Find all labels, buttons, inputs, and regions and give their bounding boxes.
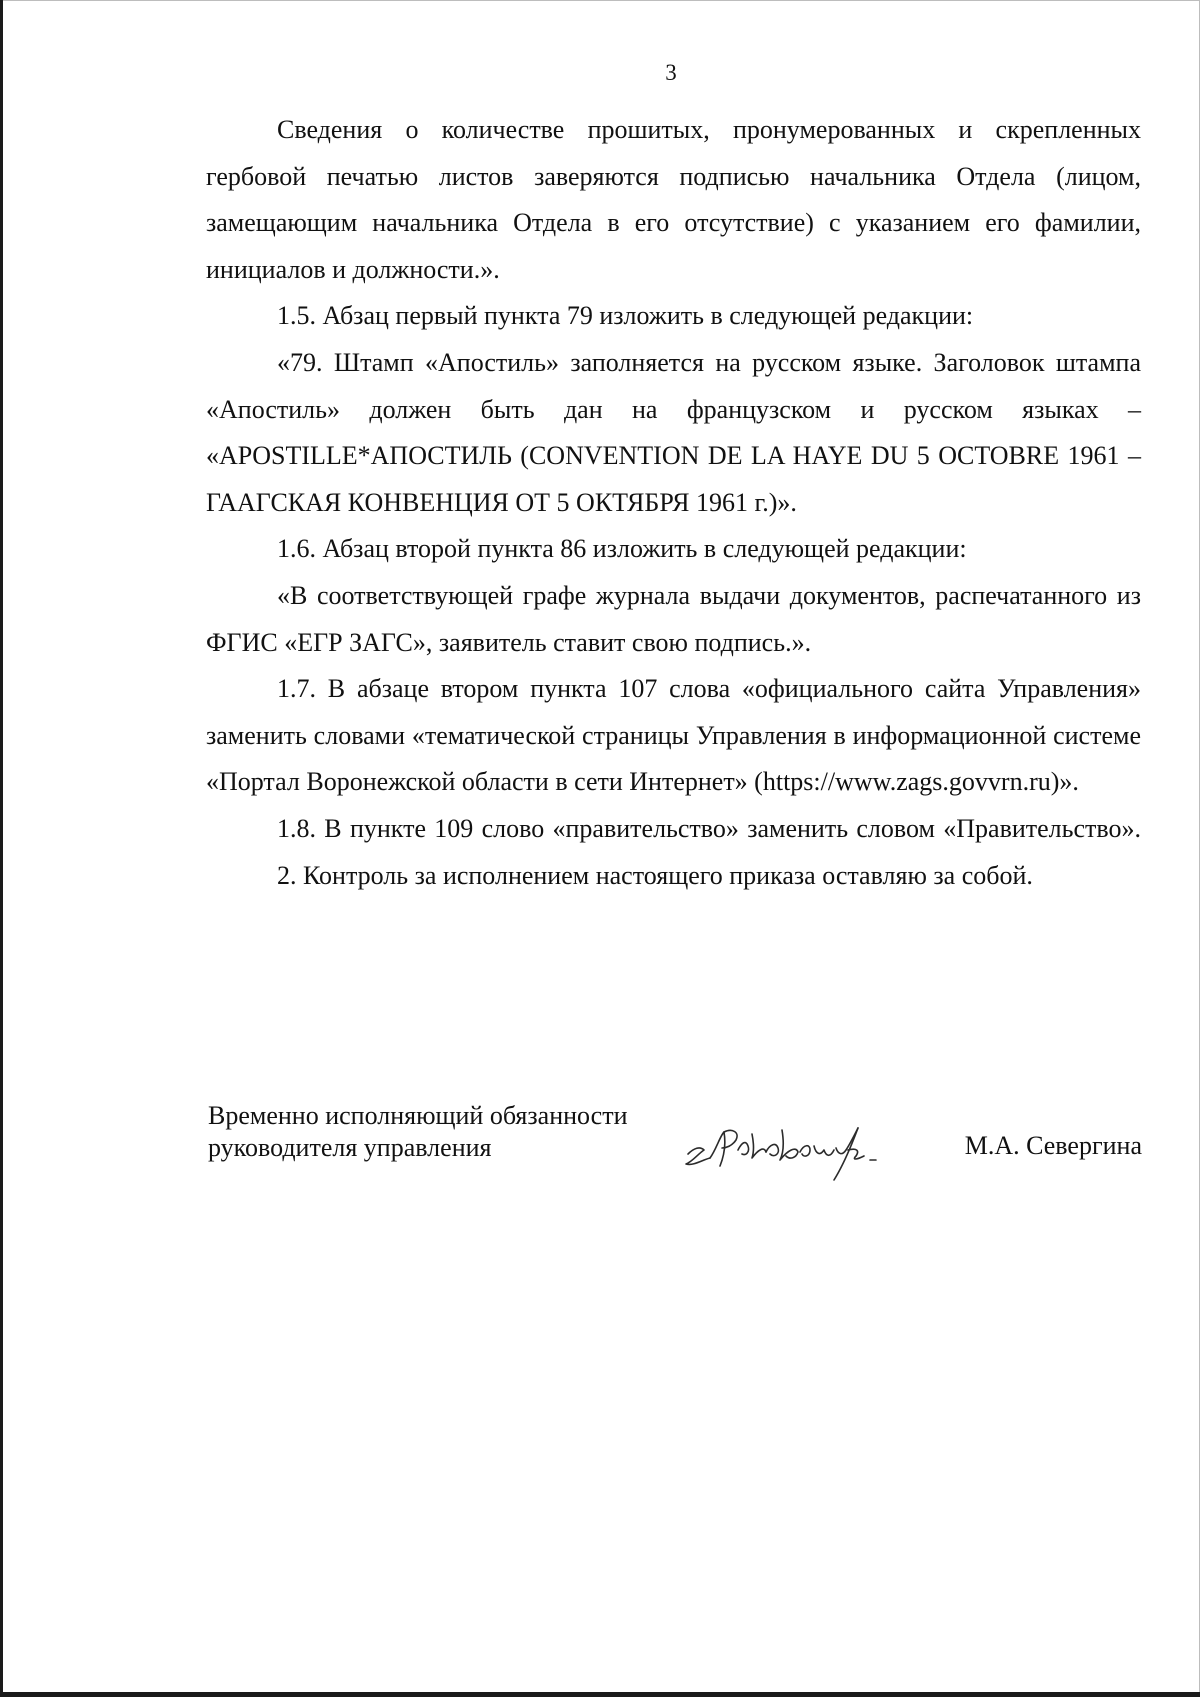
paragraph-item-1-7: 1.7. В абзаце втором пункта 107 слова «официального сайта Управления» заменить словами «тематической страницы Управления в информационной системе «Портал Воронежской области в сети Интернет» (https://www.zags.govvrn.ru)».	[206, 674, 1141, 797]
document-body	[206, 107, 1141, 899]
scan-border-bottom	[0, 1692, 1200, 1697]
paragraph-binding-certification: Сведения о количестве прошитых, пронумерованных и скрепленных гербовой печатью листов заверяются подписью начальника Отдела (лицом, замещающим начальника Отдела в его отсутствие) с указанием его фамилии, инициалов и должности.».	[206, 115, 1141, 284]
paragraph-item-1-5: 1.5. Абзац первый пункта 79 изложить в следующей редакции:	[277, 301, 974, 331]
scan-border-left	[0, 0, 3, 1697]
handwritten-signature	[680, 1110, 915, 1190]
signatory-name: М.А. Севергина	[964, 1131, 1142, 1160]
paragraph-issuance-journal: «В соответствующей графе журнала выдачи документов, распечатанного из ФГИС «ЕГР ЗАГС», заявитель ставит свою подпись.».	[206, 580, 1141, 657]
paragraph-item-1-6: 1.6. Абзац второй пункта 86 изложить в следующей редакции:	[277, 534, 967, 564]
signatory-position-line-1: Временно исполняющий обязанности	[208, 1101, 628, 1130]
page-number: 3	[665, 60, 677, 85]
paragraph-item-1-8: 1.8. В пункте 109 слово «правительство» заменить словом «Правительство».	[277, 813, 1141, 843]
paragraph-item-2: 2. Контроль за исполнением настоящего приказа оставляю за собой.	[277, 860, 1033, 890]
scan-border-top	[0, 0, 1200, 1]
signatory-position-line-2: руководителя управления	[208, 1133, 492, 1162]
signatory-position	[208, 1100, 668, 1164]
paragraph-apostille-stamp: «79. Штамп «Апостиль» заполняется на русском языке. Заголовок штампа «Апостиль» должен быть дан на французском и русском языках – «APOSTILLE*АПОСТИЛЬ (CONVENTION DE LA HAYE DU 5 OCTOBRE 1961 – ГААГСКАЯ КОНВЕНЦИЯ ОТ 5 ОКТЯБРЯ 1961 г.)».	[206, 347, 1141, 517]
